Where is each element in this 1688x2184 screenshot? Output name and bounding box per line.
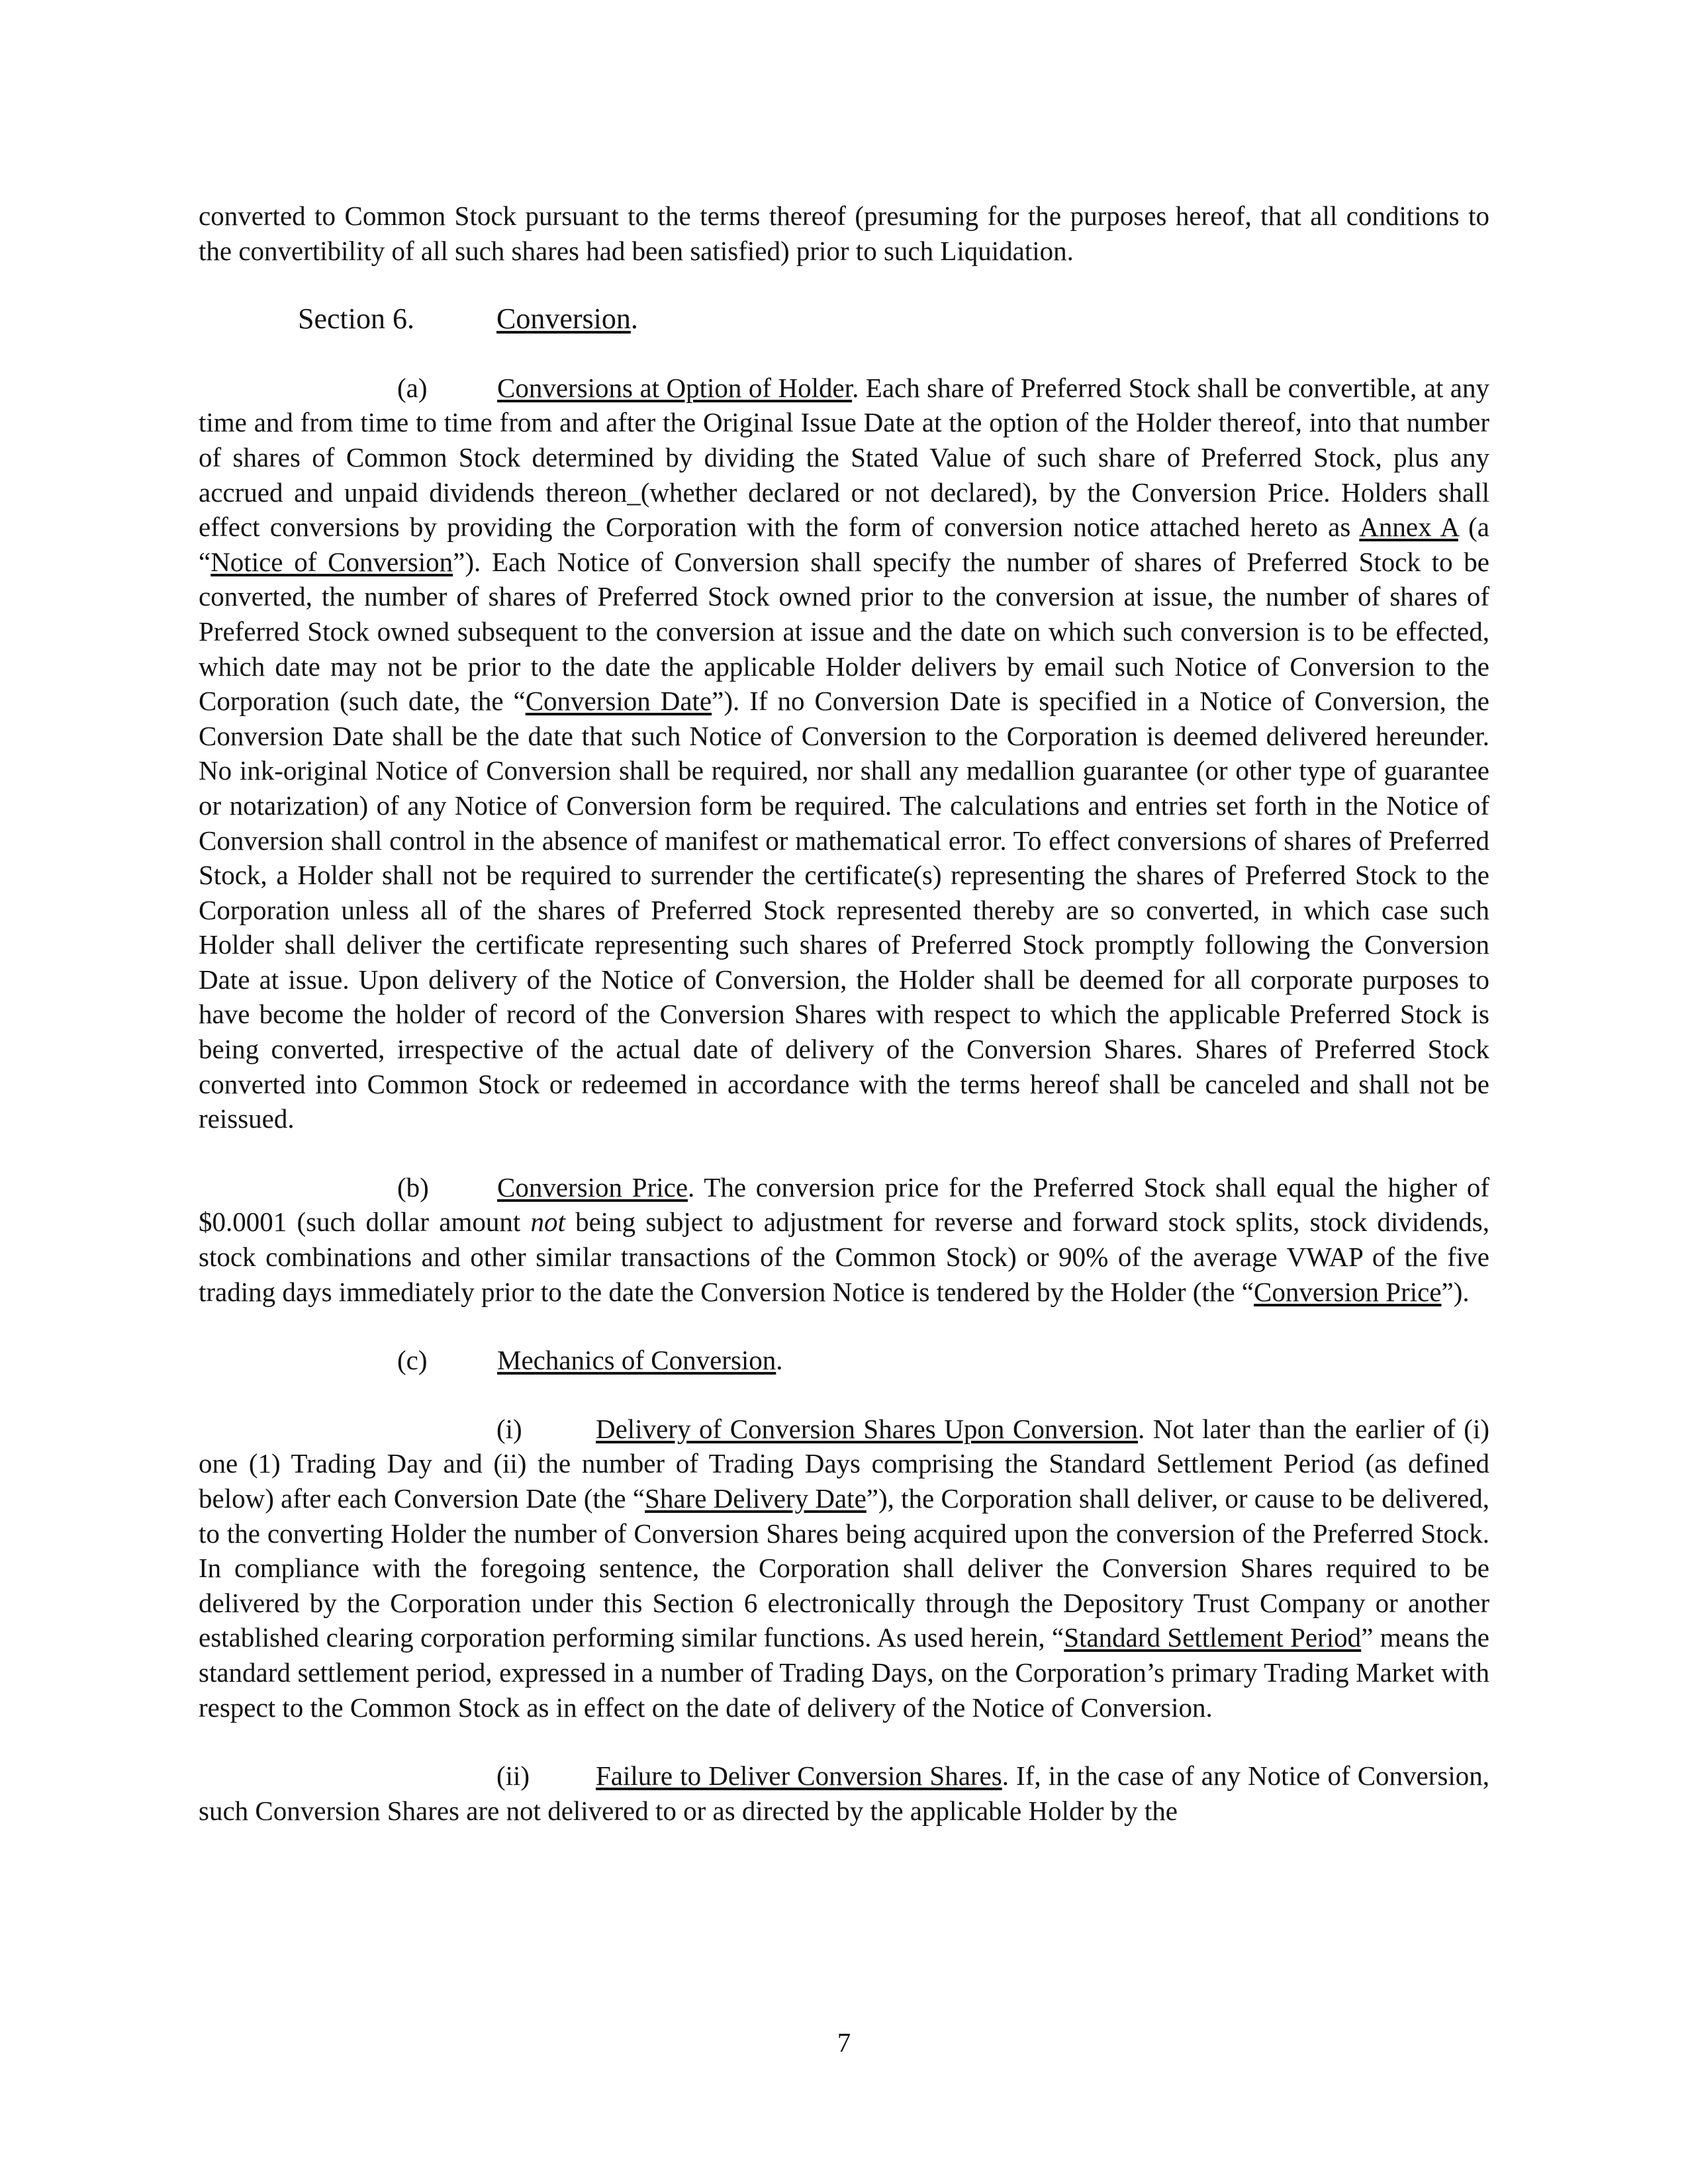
paragraph-a-text: ”). Each Notice of Conversion shall specify the number of shares of Preferred Stock to be converted, the number of shares of Preferred Stock owned prior to the conversion at issue, the number of shares of Preferred Stock owned subsequent to the conversion at issue and the date on which such conversion is to be effected, which date may not be prior to the date the applicable Holder delivers by email such Notice of Conversion to the Corporation (such date, the “ [199, 546, 1490, 717]
paragraph-ii-heading: Failure to Deliver Conversion Shares [596, 1760, 1002, 1792]
paragraph-a-heading: Conversions at Option of Holder [497, 372, 853, 403]
page-number: 7 [837, 2027, 851, 2058]
paragraph-b [199, 1170, 1489, 1309]
paragraph-b-label: (b) [397, 1171, 429, 1203]
paragraph-b-text: being subject to adjustment for reverse and forward stock splits, stock dividends, stock combinations and other similar transactions of the Common Stock) or 90% of the average VWAP of the five trading days immediately prior to the date the Conversion Notice is tendered by the Holder (the “ [199, 1206, 1490, 1307]
paragraph-i-heading: Delivery of Conversion Shares Upon Conversion [596, 1413, 1139, 1444]
intro-paragraph: converted to Common Stock pursuant to the terms thereof (presuming for the purposes hereof, that all conditions to the convertibility of all such shares had been satisfied) prior to such Liquidation. [199, 201, 1489, 266]
paragraph-b-heading: Conversion Price [497, 1171, 688, 1203]
paragraph-ii-text: . If, in the case of any Notice of Conversion, such Conversion Shares are not delivered to or as directed by the applicable Holder by the [199, 1760, 1489, 1826]
paragraph-a-text: ”). If no Conversion Date is specified in a Notice of Conversion, the Conversion Date shall be the date that such Notice of Conversion to the Corporation is deemed delivered hereunder. No ink-original Notice of Conversion shall be required, nor shall any medallion guarantee (or other type of guarantee or notarization) of any Notice of Conversion form be required. The calculations and entries set forth in the Notice of Conversion shall control in the absence of manifest or mathematical error. To effect conversions of shares of Preferred Stock, a Holder shall not be required to surrender the certificate(s) representing the shares of Preferred Stock to the Corporation unless all of the shares of Preferred Stock represented thereby are so converted, in which case such Holder shall deliver the certificate representing such shares of Preferred Stock promptly following the Conversion Date at issue. Upon delivery of the Notice of Conversion, the Holder shall be deemed for all corporate purposes to have become the holder of record of the Conversion Shares with respect to which the applicable Preferred Stock is being converted, irrespective of the actual date of delivery of the Conversion Shares. Shares of Preferred Stock converted into Common Stock or redeemed in accordance with the terms hereof shall be canceled and shall not be reissued. [199, 686, 1489, 1134]
section-title: Conversion [496, 302, 631, 336]
defined-term: Notice of Conversion [211, 546, 453, 577]
section-heading: Section 6. Conversion. [199, 302, 1489, 337]
paragraph-c-label: (c) [397, 1345, 428, 1376]
paragraph-c-heading: Mechanics of Conversion [497, 1345, 776, 1376]
paragraph-a-text: (a “ [199, 512, 1489, 577]
paragraph-ii-label: (ii) [496, 1760, 530, 1792]
section-number: Section 6. [298, 302, 414, 336]
document-page [199, 199, 1489, 1828]
paragraph-ii [199, 1758, 1489, 1828]
paragraph-b-text: ”). [1441, 1276, 1470, 1307]
emphasis: not [530, 1206, 565, 1238]
defined-term: Standard Settlement Period [1064, 1622, 1362, 1653]
paragraph-b-text: . The conversion price for the Preferred Stock shall equal the higher of $0.0001 (such dollar amount [199, 1171, 1489, 1238]
paragraph-c: (c) Mechanics of Conversion. [199, 1343, 1489, 1378]
paragraph-a-text: . Each share of Preferred Stock shall be convertible, at any time and from time to time from and after the Original Issue Date at the option of the Holder thereof, into that number of shares of Common Stock determined by dividing the Stated Value of such share of Preferred Stock, plus any accrued and unpaid dividends thereon_(whether declared or not declared), by the Conversion Price. Holders shall effect conversions by providing the Corporation with the form of conversion notice attached hereto as [199, 372, 1489, 543]
defined-term: Share Delivery Date [645, 1483, 867, 1514]
defined-term: Conversion Price [1253, 1276, 1442, 1307]
defined-term: Conversion Date [525, 686, 712, 717]
paragraph-i-text: ”), the Corporation shall deliver, or cause to be delivered, to the converting Holder the number of Conversion Shares being acquired upon the conversion of the Preferred Stock. In compliance with the foregoing sentence, the Corporation shall deliver the Conversion Shares required to be delivered by the Corporation under this Section 6 electronically through the Depository Trust Company or another established clearing corporation performing similar functions. As used herein, “ [199, 1483, 1489, 1653]
paragraph-i-label: (i) [496, 1413, 522, 1444]
paragraph-i-text: ” means the standard settlement period, expressed in a number of Trading Days, on the Corporation’s primary Trading Market with respect to the Common Stock as in effect on the date of delivery of the Notice of Conversion. [199, 1622, 1490, 1723]
annex-reference: Annex A [1359, 512, 1458, 543]
paragraph-i-text: . Not later than the earlier of (i) one (1) Trading Day and (ii) the number of Trading Days comprising the Standard Settlement Period (as defined below) after each Conversion Date (the “ [199, 1413, 1489, 1514]
paragraph-a-label: (a) [397, 372, 428, 403]
paragraph-a [199, 371, 1489, 1136]
paragraph-i [199, 1412, 1489, 1725]
